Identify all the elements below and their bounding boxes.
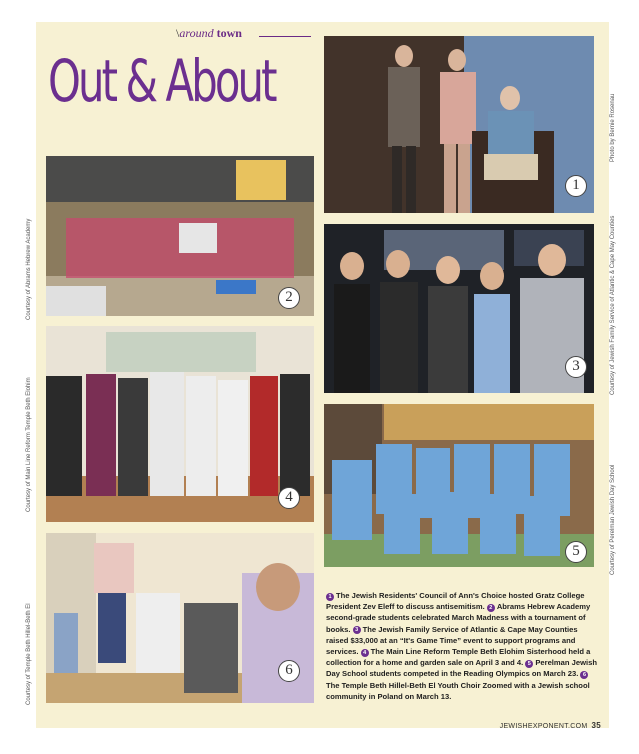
photo-2	[46, 156, 314, 316]
caption-6-number: 6	[580, 671, 588, 679]
section-name: town	[216, 26, 242, 40]
photo-6-image	[46, 533, 314, 703]
photo-6	[46, 533, 314, 703]
caption-2-text: Abrams Hebrew Academy second-grade students celebrated March Madness with a tournament of books.	[326, 602, 591, 634]
photo-1-image	[324, 36, 594, 213]
section-prefix: around	[179, 26, 214, 40]
photo-4-number: 4	[278, 487, 300, 509]
photo-credit-2: Courtesy of Abrams Hebrew Academy	[26, 218, 32, 320]
photo-captions	[326, 590, 602, 702]
page-footer	[500, 721, 601, 730]
caption-5-number: 5	[525, 660, 533, 668]
photo-6-number: 6	[278, 660, 300, 682]
photo-3-number: 3	[565, 356, 587, 378]
photo-4	[46, 326, 314, 522]
caption-4-text: The Main Line Reform Temple Beth Elohim Sisterhood held a collection for a home and garden sale on April 3 and 4.	[326, 647, 591, 668]
caption-6-text: The Temple Beth Hillel-Beth El Youth Choir Zoomed with a Jewish school community in Poland on March 13.	[326, 680, 590, 701]
photo-2-number: 2	[278, 287, 300, 309]
section-rule	[259, 36, 311, 37]
caption-1-text: The Jewish Residents' Council of Ann's Choice hosted Gratz College President Zev Eleff to discuss antisemitism.	[326, 591, 585, 612]
photo-credit-3: Courtesy of Jewish Family Service of Atlantic & Cape May Counties	[610, 215, 616, 395]
footer-site: JEWISHEXPONENT.COM	[499, 723, 588, 730]
caption-3-text: The Jewish Family Service of Atlantic & Cape May Counties raised $33,000 at an “It's Game Time” event to support programs and services.	[326, 624, 578, 657]
photo-3	[324, 224, 594, 393]
photo-credit-1: Photo by Bernie Rosenau	[610, 93, 616, 162]
page-title: Out & About	[48, 47, 275, 115]
section-label	[176, 26, 242, 41]
caption-4-number: 4	[361, 649, 369, 657]
photo-5-image	[324, 404, 594, 567]
photo-1	[324, 36, 594, 213]
photo-5-number: 5	[565, 541, 587, 563]
page-number: 35	[591, 721, 601, 730]
photo-1-number: 1	[565, 175, 587, 197]
photo-3-image	[324, 224, 594, 393]
photo-2-image	[46, 156, 314, 316]
caption-5-text: Perelman Jewish Day School students competed in the Reading Olympics on March 23.	[326, 658, 597, 679]
caption-3-number: 3	[353, 626, 361, 634]
section-slash: \	[176, 26, 180, 40]
caption-2-number: 2	[487, 604, 495, 612]
photo-credit-5: Courtesy of Perelman Jewish Day School	[610, 464, 616, 575]
caption-1-number: 1	[326, 593, 334, 601]
photo-credit-4: Courtesy of Main Line Reform Temple Beth Elohim	[26, 377, 32, 512]
photo-5	[324, 404, 594, 567]
photo-4-image	[46, 326, 314, 522]
photo-credit-6: Courtesy of Temple Beth Hillel-Beth El	[26, 603, 32, 705]
